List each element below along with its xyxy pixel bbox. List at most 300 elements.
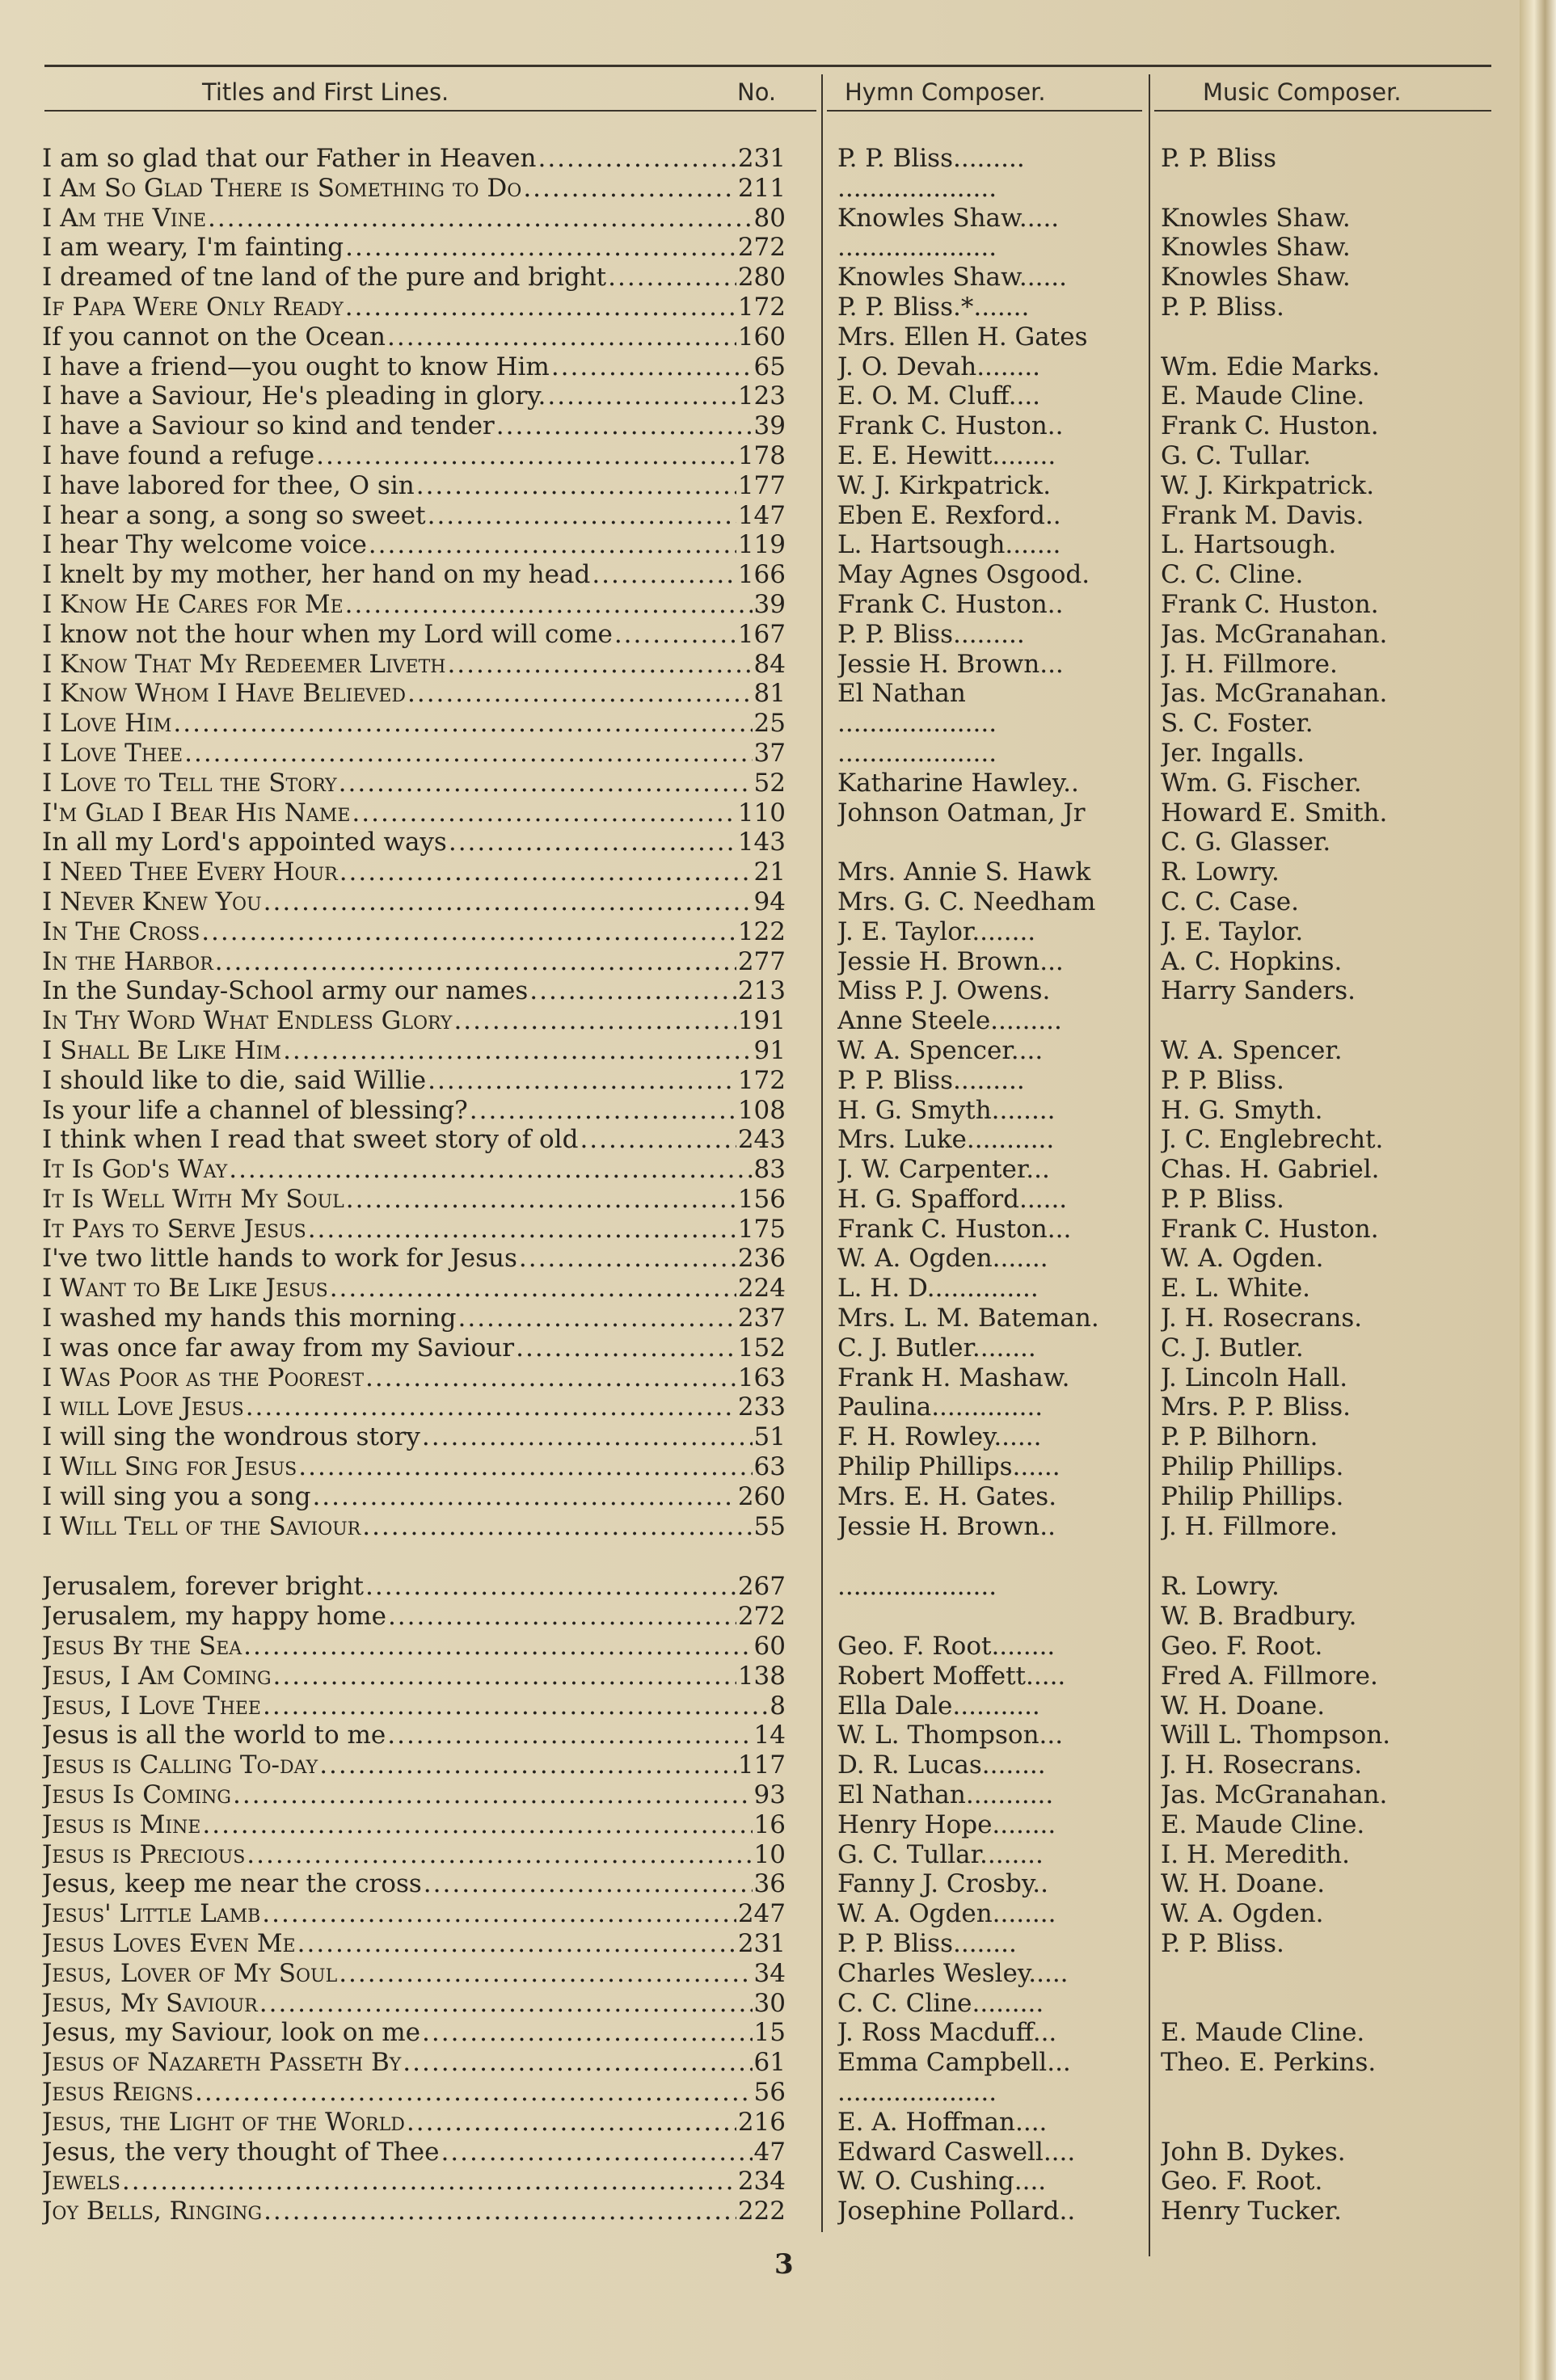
title-row <box>42 1959 786 1989</box>
dot-leader <box>233 1780 753 1810</box>
music-composer: Frank C. Huston. <box>1161 589 1379 619</box>
dot-leader <box>447 650 752 680</box>
dot-leader <box>388 1602 736 1632</box>
title-row <box>42 1662 786 1691</box>
hymn-number: 175 <box>737 1214 786 1244</box>
title-row <box>42 1304 786 1333</box>
dot-leader <box>496 411 753 441</box>
dot-leader <box>264 887 753 917</box>
dot-leader <box>201 917 736 947</box>
hymn-number: 39 <box>753 589 786 619</box>
music-composer: J. H. Rosecrans. <box>1161 1750 1363 1780</box>
music-composer: Frank M. Davis. <box>1161 500 1364 530</box>
hymn-number: 143 <box>737 828 786 857</box>
title-row <box>42 530 786 560</box>
hymn-title: Joy Bells, Ringing <box>42 2197 263 2226</box>
hymn-composer: Miss P. J. Owens. <box>837 976 1051 1006</box>
hymn-title: Jesus is Calling To-day <box>42 1750 318 1780</box>
hymn-title: I Need Thee Every Hour <box>42 857 338 887</box>
music-composer: W. A. Ogden. <box>1161 1899 1324 1929</box>
hymn-number: 147 <box>737 500 786 530</box>
hymn-number: 191 <box>737 1006 786 1036</box>
hymn-number: 34 <box>753 1958 786 1988</box>
dot-leader <box>387 322 736 352</box>
hymn-composer: May Agnes Osgood. <box>837 560 1090 590</box>
title-row <box>42 828 786 857</box>
dot-leader <box>551 352 753 382</box>
header-hymn-composer: Hymn Composer. <box>845 78 1046 106</box>
music-composer: I. H. Meredith. <box>1161 1839 1350 1869</box>
hymn-title: I should like to die, said Willie <box>42 1065 427 1095</box>
music-composer <box>1161 1989 1488 2019</box>
title-row <box>42 204 786 234</box>
hymn-composer: .................... <box>837 1572 997 1602</box>
hymn-title: I have a friend—you ought to know Him <box>42 352 550 381</box>
dot-leader <box>403 2048 752 2078</box>
hymn-composer: W. L. Thompson... <box>837 1721 1064 1750</box>
title-row <box>42 411 786 441</box>
hymn-title: I have labored for thee, O sin <box>42 470 415 500</box>
hymn-number: 222 <box>737 2197 786 2226</box>
music-composer: Knowles Shaw. <box>1161 233 1351 263</box>
title-row <box>42 1750 786 1780</box>
hymn-composer: P. P. Bliss......... <box>837 144 1025 173</box>
hymn-number: 25 <box>753 709 786 739</box>
hymn-number: 55 <box>753 1511 786 1541</box>
title-row <box>42 1869 786 1899</box>
hymn-title: Jesus, the very thought of Thee <box>42 2137 440 2167</box>
title-row <box>42 233 786 263</box>
dot-leader <box>263 1691 768 1721</box>
hymn-title: I dreamed of tne land of the pure and bright <box>42 263 607 293</box>
title-row <box>42 2108 786 2138</box>
column-divider-2 <box>1149 74 1150 2256</box>
hymn-title: Jesus By the Sea <box>42 1632 242 1662</box>
music-composer: W. H. Doane. <box>1161 1869 1326 1899</box>
music-composer: H. G. Smyth. <box>1161 1095 1323 1125</box>
hymn-number: 236 <box>737 1244 786 1274</box>
title-row <box>42 1125 786 1155</box>
dot-leader <box>308 1215 736 1245</box>
title-row <box>42 1721 786 1750</box>
dot-leader <box>346 1185 736 1215</box>
music-composer: E. Maude Cline. <box>1161 381 1365 411</box>
hymn-title: Jesus is Precious <box>42 1839 246 1869</box>
hymn-title: I think when I read that sweet story of old <box>42 1125 579 1155</box>
hymn-composer: Mrs. Annie S. Hawk <box>837 857 1091 887</box>
title-row <box>42 1572 786 1602</box>
hymn-composer: C. J. Butler........ <box>837 1333 1036 1363</box>
hymn-number: 39 <box>753 411 786 441</box>
hymn-number: 94 <box>753 887 786 916</box>
hymn-composer: L. H. D.............. <box>837 1274 1039 1304</box>
title-row <box>42 1899 786 1929</box>
hymn-number: 260 <box>737 1481 786 1511</box>
hymn-title: I hear a song, a song so sweet <box>42 500 426 530</box>
hymn-number: 8 <box>770 1691 786 1721</box>
music-composer: Geo. F. Root. <box>1161 1632 1323 1662</box>
hymn-number: 108 <box>737 1095 786 1125</box>
hymn-number: 231 <box>737 144 786 173</box>
music-composer: Philip Phillips. <box>1161 1481 1344 1511</box>
hymn-title: Jesus, the Light of the World <box>42 2107 405 2137</box>
hymn-composer: W. A. Spencer.... <box>837 1035 1044 1065</box>
dot-leader <box>283 1036 752 1066</box>
hymn-composer: Mrs. Luke........... <box>837 1125 1055 1155</box>
dot-leader <box>424 1869 753 1899</box>
hymn-title: Jesus, I Love Thee <box>42 1691 261 1721</box>
hymn-composer: Knowles Shaw...... <box>837 263 1068 293</box>
hymn-title: Jerusalem, forever bright <box>42 1572 364 1602</box>
hymn-composer: Robert Moffett..... <box>837 1661 1066 1691</box>
music-composer: J. H. Rosecrans. <box>1161 1304 1363 1333</box>
hymn-title: I know not the hour when my Lord will come <box>42 619 613 649</box>
title-row <box>42 1780 786 1810</box>
hymn-title: I Love Him <box>42 709 172 739</box>
hymn-number: 156 <box>737 1184 786 1214</box>
hymn-number: 280 <box>737 263 786 293</box>
title-row <box>42 144 786 174</box>
dot-leader <box>592 560 736 590</box>
title-row <box>42 560 786 590</box>
music-composer: J. Lincoln Hall. <box>1161 1363 1348 1392</box>
hymn-composer: Eben E. Rexford.. <box>837 500 1061 530</box>
hymn-title: Jewels <box>42 2167 120 2197</box>
hymn-number: 272 <box>737 1602 786 1632</box>
hymn-title: Is your life a channel of blessing? <box>42 1095 468 1125</box>
music-composer: Wm. G. Fischer. <box>1161 768 1362 798</box>
header-music-composer: Music Composer. <box>1203 78 1402 106</box>
hymn-composer: W. A. Ogden........ <box>837 1899 1056 1929</box>
hymn-number: 51 <box>753 1422 786 1452</box>
title-row <box>42 1185 786 1215</box>
music-composer: L. Hartsough. <box>1161 530 1337 560</box>
hymn-number: 93 <box>753 1780 786 1810</box>
hymn-number: 56 <box>753 2078 786 2107</box>
hymn-composer: Edward Caswell.... <box>837 2137 1076 2167</box>
hymn-composer: Katharine Hawley.. <box>837 768 1079 798</box>
title-row <box>42 679 786 709</box>
hymn-composer: Johnson Oatman, Jr <box>837 798 1086 828</box>
hymn-composer: Geo. F. Root........ <box>837 1632 1056 1662</box>
title-row <box>42 263 786 293</box>
top-rule <box>44 65 1491 67</box>
music-composer: Henry Tucker. <box>1161 2197 1342 2226</box>
dot-leader <box>529 976 736 1006</box>
title-row <box>42 1632 786 1662</box>
title-row <box>42 917 786 947</box>
hymn-composer: .................... <box>837 709 997 739</box>
title-row <box>42 2048 786 2078</box>
dot-leader <box>362 1512 752 1542</box>
hymn-title: Jesus is all the world to me <box>42 1721 386 1750</box>
music-composer: G. C. Tullar. <box>1161 440 1311 470</box>
music-composer: John B. Dykes. <box>1161 2137 1346 2167</box>
title-row <box>42 1244 786 1274</box>
hymn-composer: E. E. Hewitt........ <box>837 440 1056 470</box>
title-row <box>42 1274 786 1304</box>
dot-leader <box>208 204 753 234</box>
section-gap <box>837 1541 1141 1572</box>
hymn-title: I Am So Glad There is Something to Do <box>42 173 522 203</box>
hymn-number: 80 <box>753 203 786 233</box>
hymn-composer: W. J. Kirkpatrick. <box>837 470 1052 500</box>
title-row <box>42 1392 786 1422</box>
hymn-title: I will sing the wondrous story <box>42 1422 420 1452</box>
music-composer: C. G. Glasser. <box>1161 828 1331 857</box>
hymn-number: 36 <box>753 1869 786 1899</box>
hymn-number: 110 <box>737 798 786 828</box>
title-row <box>42 2018 786 2048</box>
hymn-number: 233 <box>737 1392 786 1422</box>
music-composer: W. B. Bradbury. <box>1161 1602 1357 1632</box>
hymn-number: 14 <box>753 1721 786 1750</box>
hymn-title: I Shall Be Like Him <box>42 1035 282 1065</box>
header-rule-music <box>1154 110 1491 112</box>
dot-leader <box>184 739 752 769</box>
hymn-composer: J. W. Carpenter... <box>837 1155 1050 1185</box>
music-composer-column <box>1161 144 1488 2226</box>
dot-leader <box>345 233 736 263</box>
dot-leader <box>407 679 753 709</box>
hymn-composer: Jessie H. Brown.. <box>837 1511 1056 1541</box>
hymn-number: 213 <box>737 976 786 1006</box>
hymn-composer: D. R. Lucas........ <box>837 1750 1046 1780</box>
title-row <box>42 1989 786 2019</box>
dot-leader <box>470 1096 736 1126</box>
dot-leader <box>122 2167 736 2197</box>
hymn-composer: J. E. Taylor........ <box>837 916 1036 946</box>
title-row <box>42 2138 786 2167</box>
hymn-title: I will Love Jesus <box>42 1392 244 1422</box>
music-composer: W. J. Kirkpatrick. <box>1161 470 1375 500</box>
music-composer: Theo. E. Perkins. <box>1161 2048 1377 2078</box>
hymn-title: I Am the Vine <box>42 203 207 233</box>
dot-leader <box>547 381 736 411</box>
hymn-composer: H. G. Smyth........ <box>837 1095 1056 1125</box>
title-row <box>42 352 786 382</box>
dot-leader <box>441 2138 752 2167</box>
dot-leader <box>428 1066 736 1096</box>
hymn-title: In all my Lord's appointed ways <box>42 828 447 857</box>
hymn-composer: Emma Campbell... <box>837 2048 1071 2078</box>
hymn-number: 177 <box>737 470 786 500</box>
music-composer: Frank C. Huston. <box>1161 1214 1379 1244</box>
hymn-number: 10 <box>753 1839 786 1869</box>
dot-leader <box>369 530 736 560</box>
hymn-number: 84 <box>753 649 786 679</box>
hymn-title: I will sing you a song <box>42 1481 311 1511</box>
hymn-composer: .................... <box>837 173 997 203</box>
hymn-title: I hear Thy welcome voice <box>42 530 367 560</box>
music-composer <box>1161 1006 1488 1036</box>
hymn-number: 231 <box>737 1929 786 1959</box>
hymn-composer: Philip Phillips...... <box>837 1452 1061 1482</box>
hymn-number: 267 <box>737 1572 786 1602</box>
dot-leader <box>608 263 736 293</box>
title-row <box>42 1363 786 1393</box>
title-row <box>42 1333 786 1363</box>
hymn-composer: Fanny J. Crosby.. <box>837 1869 1048 1899</box>
music-composer: W. A. Spencer. <box>1161 1035 1343 1065</box>
dot-leader <box>339 857 753 887</box>
dot-leader <box>519 1244 736 1274</box>
hymn-title: Jesus, Lover of My Soul <box>42 1958 338 1988</box>
dot-leader <box>365 1572 736 1602</box>
title-row <box>42 1422 786 1452</box>
title-row <box>42 1810 786 1840</box>
dot-leader <box>246 1392 736 1422</box>
hymn-number: 123 <box>737 381 786 411</box>
hymn-composer: Frank C. Huston.. <box>837 411 1064 441</box>
hymn-number: 63 <box>753 1452 786 1482</box>
hymn-number: 160 <box>737 322 786 352</box>
title-row <box>42 1512 786 1542</box>
hymn-title: I Love Thee <box>42 738 183 768</box>
dot-leader <box>449 828 736 857</box>
hymn-composer: Knowles Shaw..... <box>837 203 1060 233</box>
hymn-title: In the Sunday-School army our names <box>42 976 529 1006</box>
hymn-number: 37 <box>753 738 786 768</box>
dot-leader <box>458 1304 736 1333</box>
hymn-number: 138 <box>737 1661 786 1691</box>
hymn-title: I Was Poor as the Poorest <box>42 1363 365 1392</box>
title-row <box>42 590 786 620</box>
hymn-title: I have found a refuge <box>42 440 315 470</box>
music-composer: Mrs. P. P. Bliss. <box>1161 1392 1351 1422</box>
music-composer: Jer. Ingalls. <box>1161 738 1305 768</box>
hymn-composer: W. A. Ogden....... <box>837 1244 1048 1274</box>
hymn-composer-column <box>837 144 1141 2226</box>
hymn-number: 166 <box>737 560 786 590</box>
title-row <box>42 381 786 411</box>
header-rule-hymn <box>827 110 1142 112</box>
dot-leader <box>365 1363 736 1393</box>
hymn-title: I am weary, I'm fainting <box>42 233 344 263</box>
music-composer <box>1161 1959 1488 1989</box>
dot-leader <box>264 2197 736 2226</box>
column-divider-1 <box>821 74 823 2232</box>
hymn-composer: Josephine Pollard.. <box>837 2197 1076 2226</box>
hymn-number: 178 <box>737 440 786 470</box>
dot-leader <box>247 1840 752 1870</box>
hymn-title: In the Harbor <box>42 946 213 976</box>
title-row <box>42 1691 786 1721</box>
hymn-title: I Know That My Redeemer Liveth <box>42 649 446 679</box>
dot-leader <box>345 293 736 322</box>
hymn-composer: Frank C. Huston.. <box>837 589 1064 619</box>
music-composer: Knowles Shaw. <box>1161 263 1351 293</box>
dot-leader <box>259 1989 753 2019</box>
dot-leader <box>345 590 753 620</box>
hymn-composer: P. P. Bliss......... <box>837 619 1025 649</box>
music-composer <box>1161 322 1488 352</box>
hymn-number: 216 <box>737 2107 786 2137</box>
section-gap <box>42 1541 786 1572</box>
music-composer: C. J. Butler. <box>1161 1333 1304 1363</box>
music-composer: Wm. Edie Marks. <box>1161 352 1381 381</box>
hymn-composer: E. A. Hoffman.... <box>837 2107 1048 2137</box>
hymn-number: 224 <box>737 1274 786 1304</box>
title-row <box>42 1066 786 1096</box>
dot-leader <box>416 471 736 501</box>
title-row <box>42 947 786 977</box>
dot-leader <box>297 1929 736 1959</box>
hymn-number: 47 <box>753 2137 786 2167</box>
title-row <box>42 471 786 501</box>
hymn-composer: Ella Dale........... <box>837 1691 1040 1721</box>
hymn-number: 15 <box>753 2018 786 2048</box>
music-composer: A. C. Hopkins. <box>1161 946 1343 976</box>
music-composer: R. Lowry. <box>1161 857 1280 887</box>
hymn-composer: G. C. Tullar........ <box>837 1839 1044 1869</box>
hymn-composer: J. O. Devah........ <box>837 352 1041 381</box>
dot-leader <box>312 1482 736 1512</box>
hymn-title: I Want to Be Like Jesus <box>42 1274 328 1304</box>
music-composer: P. P. Bliss. <box>1161 1065 1284 1095</box>
music-composer: R. Lowry. <box>1161 1572 1280 1602</box>
titles-column <box>42 144 786 2226</box>
music-composer: Jas. McGranahan. <box>1161 619 1388 649</box>
title-row <box>42 441 786 471</box>
hymn-composer: El Nathan........... <box>837 1780 1054 1810</box>
title-row <box>42 857 786 887</box>
title-row <box>42 1155 786 1185</box>
hymn-composer: .................... <box>837 2078 997 2107</box>
hymn-number: 52 <box>753 768 786 798</box>
section-gap <box>1161 1541 1488 1572</box>
hymn-number: 61 <box>753 2048 786 2078</box>
hymn-number: 119 <box>737 530 786 560</box>
hymn-number: 243 <box>737 1125 786 1155</box>
hymn-title: I've two little hands to work for Jesus <box>42 1244 517 1274</box>
hymn-composer: Mrs. E. H. Gates. <box>837 1481 1057 1511</box>
hymn-title: It Is Well With My Soul <box>42 1184 344 1214</box>
title-row <box>42 1096 786 1126</box>
hymn-number: 122 <box>737 916 786 946</box>
hymn-title: Jesus Loves Even Me <box>42 1929 296 1959</box>
music-composer: E. Maude Cline. <box>1161 1809 1365 1839</box>
hymn-composer: Jessie H. Brown... <box>837 946 1064 976</box>
hymn-composer: P. P. Bliss........ <box>837 1929 1017 1959</box>
music-composer: Jas. McGranahan. <box>1161 1780 1388 1810</box>
title-row <box>42 174 786 204</box>
hymn-number: 21 <box>753 857 786 887</box>
music-composer <box>1161 174 1488 204</box>
hymn-title: Jesus Reigns <box>42 2078 194 2107</box>
hymn-number: 272 <box>737 233 786 263</box>
hymn-number: 211 <box>737 173 786 203</box>
dot-leader <box>614 620 736 650</box>
music-composer: S. C. Foster. <box>1161 709 1314 739</box>
music-composer: W. H. Doane. <box>1161 1691 1326 1721</box>
music-composer: W. A. Ogden. <box>1161 1244 1324 1274</box>
title-row <box>42 1602 786 1632</box>
dot-leader <box>243 1632 752 1662</box>
dot-leader <box>428 501 736 531</box>
dot-leader <box>422 1422 753 1452</box>
title-row <box>42 709 786 739</box>
hymn-number: 172 <box>737 1065 786 1095</box>
dot-leader <box>202 1810 752 1840</box>
music-composer: C. C. Case. <box>1161 887 1299 916</box>
title-row <box>42 1840 786 1870</box>
title-row <box>42 1482 786 1512</box>
music-composer: P. P. Bliss. <box>1161 1184 1284 1214</box>
page-edge <box>1520 0 1556 2380</box>
music-composer: Geo. F. Root. <box>1161 2167 1323 2197</box>
hymn-title: I Will Tell of the Saviour <box>42 1511 361 1541</box>
